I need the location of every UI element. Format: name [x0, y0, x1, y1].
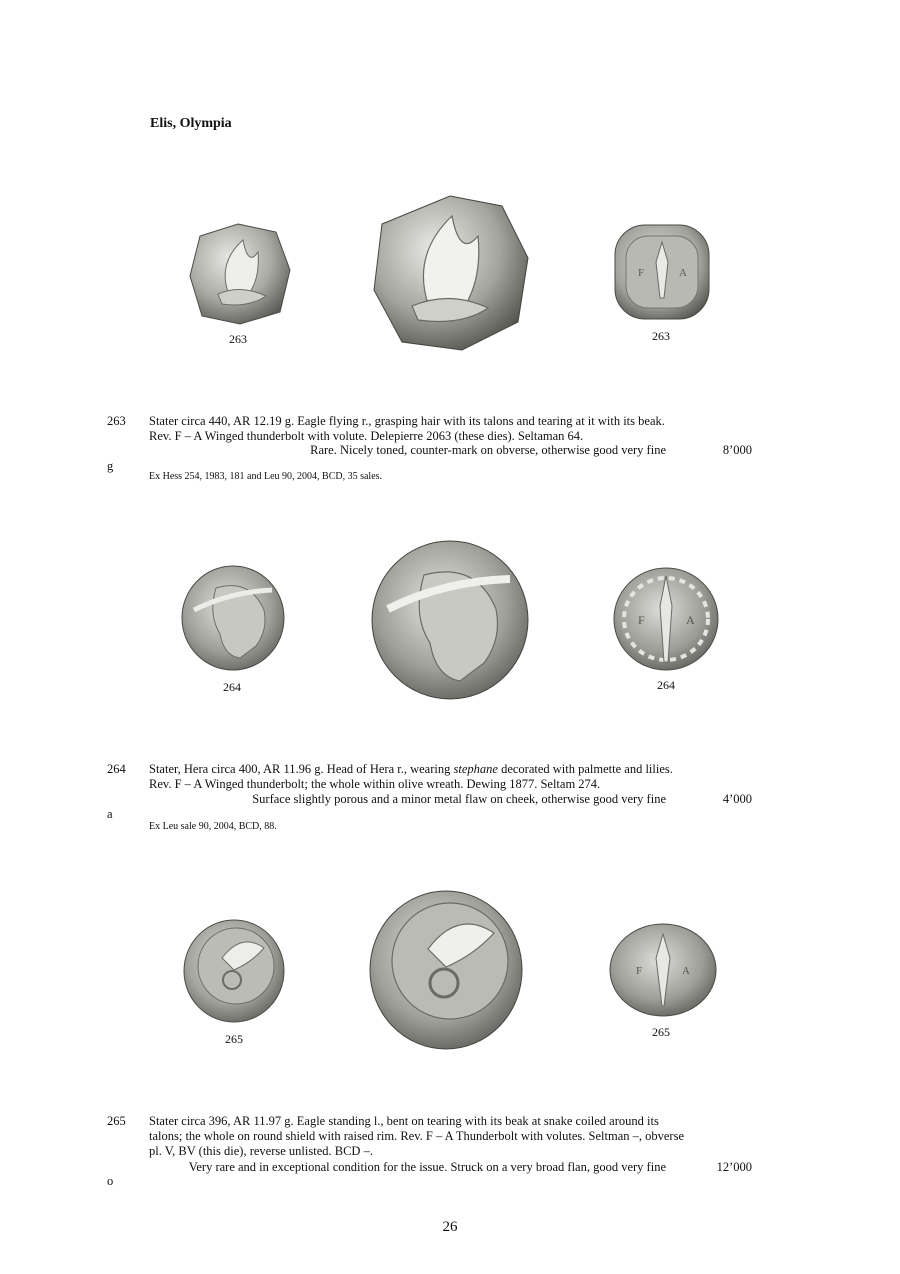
- lot-description-part: Stater, Hera circa 400, AR 11.96 g. Head of Hera r., wearing: [149, 762, 454, 776]
- coin-263-obverse-large: [372, 194, 530, 352]
- lot-condition: Surface slightly porous and a minor metal flaw on cheek, otherwise good very fine: [252, 792, 666, 806]
- page-heading: Elis, Olympia: [150, 116, 232, 131]
- lot-description-emphasis: stephane: [453, 762, 498, 776]
- svg-text:A: A: [686, 613, 695, 627]
- coin-caption: 264: [657, 678, 675, 692]
- lot-condition: Rare. Nicely toned, counter-mark on obverse, otherwise good very fine: [310, 443, 666, 457]
- coin-264-obverse-large: [370, 539, 530, 701]
- lot-price: 8’000: [722, 443, 752, 457]
- svg-text:F: F: [636, 965, 643, 977]
- page-number: 26: [442, 1219, 458, 1235]
- lot-price: 12’000: [716, 1160, 752, 1174]
- lot-description-line: Rev. F – A Winged thunderbolt; the whole within olive wreath. Dewing 1877. Seltam 274.: [149, 777, 601, 791]
- coin-caption: 263: [652, 329, 670, 343]
- coin-265-obverse-small: [182, 918, 286, 1024]
- coin-caption: 264: [223, 680, 241, 694]
- coin-caption: 265: [225, 1032, 243, 1046]
- lot-description-part: decorated with palmette and lilies.: [497, 762, 673, 776]
- coin-264-obverse-small: [180, 564, 286, 672]
- coin-caption: 263: [229, 332, 247, 346]
- lot-price: 4’000: [722, 792, 752, 806]
- coin-265-obverse-large: [368, 889, 524, 1051]
- lot-description-line: [149, 762, 752, 777]
- lot-provenance: Ex Hess 254, 1983, 181 and Leu 90, 2004, BCD, 35 sales.: [149, 471, 383, 482]
- lot-description-line: talons; the whole on round shield with raised rim. Rev. F – A Thunderbolt with volutes. Seltman –, obverse: [149, 1129, 685, 1143]
- coin-263-obverse-small: [188, 222, 292, 326]
- coin-264-reverse: [612, 566, 720, 672]
- svg-text:F: F: [638, 267, 645, 279]
- stray-character: a: [107, 807, 113, 821]
- lot-description-line: Stater circa 396, AR 11.97 g. Eagle standing l., bent on tearing with its beak at snake coiled around its: [149, 1114, 659, 1128]
- stray-character: o: [107, 1174, 114, 1188]
- lot-description-line: Rev. F – A Winged thunderbolt with volute. Delepierre 2063 (these dies). Seltaman 64.: [149, 429, 584, 443]
- lot-description-line: Stater circa 440, AR 12.19 g. Eagle flying r., grasping hair with its talons and tearing at it with its beak.: [149, 414, 665, 428]
- lot-number: 265: [107, 1114, 126, 1128]
- lot-number: 264: [107, 762, 126, 776]
- svg-text:A: A: [682, 965, 690, 977]
- lot-provenance: Ex Leu sale 90, 2004, BCD, 88.: [149, 821, 277, 832]
- lot-condition: Very rare and in exceptional condition for the issue. Struck on a very broad flan, good very fine: [188, 1160, 666, 1174]
- coin-263-reverse: [612, 222, 712, 322]
- coin-caption: 265: [652, 1025, 670, 1039]
- lot-description-line: pl. V, BV (this die), reverse unlisted. BCD –.: [149, 1144, 373, 1158]
- svg-text:F: F: [638, 613, 645, 627]
- stray-character: g: [107, 459, 114, 473]
- svg-text:A: A: [679, 267, 687, 279]
- lot-number: 263: [107, 414, 126, 428]
- coin-265-reverse: [608, 922, 718, 1018]
